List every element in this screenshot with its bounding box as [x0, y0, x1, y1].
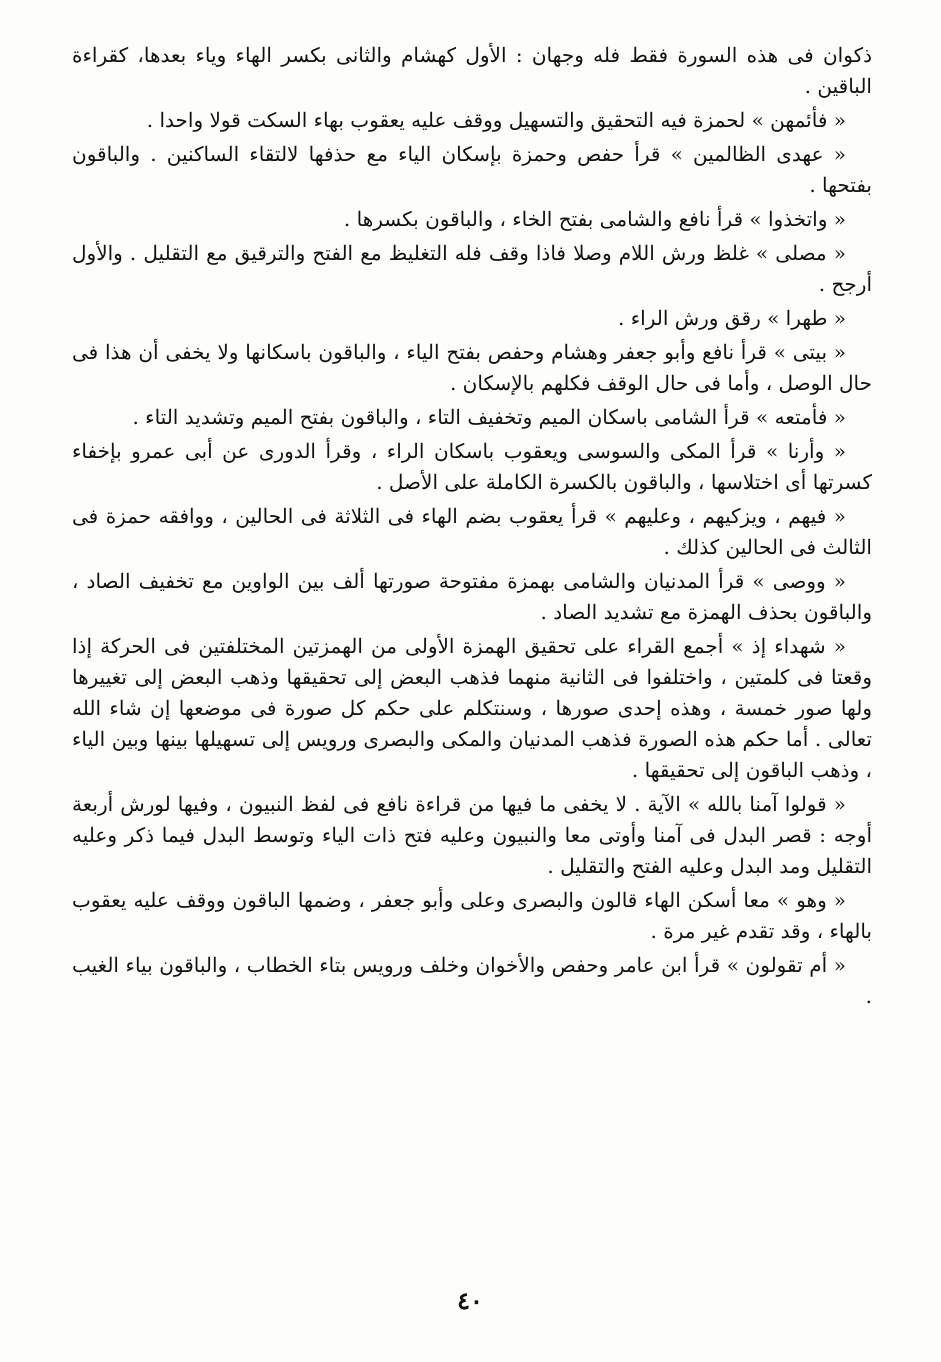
paragraph-baytiya: « بيتى » قرأ نافع وأبو جعفر وهشام وحفص بفتح الياء ، والباقون باسكانها ولا يخفى أن هذا فى حال الوصل ، وأما فى حال الوقف فكلهم بالإسكان . — [72, 340, 872, 395]
paragraph-musalla: « مصلى » غلظ ورش اللام وصلا فاذا وقف فله التغليظ مع الفتح والترقيق مع التقليل . والأول أرجح . — [72, 241, 872, 296]
paragraph-shuhadaa: « شهداء إذ » أجمع القراء على تحقيق الهمزة الأولى من الهمزتين المختلفتين فى الحركة إذا وقعتا فى كلمتين ، واختلفوا فى الثانية منهما فذهب البعض إلى تحقيقها وذهب البعض إلى تغييرها ولها صور خمسة ، وهذه إحدى صورها ، وسنتكلم على حكم كل صورة فى موضعها إن شاء الله تعالى . أما حكم هذه الصورة فذهب المدنيان والمكى والبصرى ورويس إلى تسهيلها بينها وبين الياء ، وذهب الباقون إلى تحقيقها . — [72, 634, 872, 782]
paragraph-wahuwa: « وهو » معا أسكن الهاء قالون والبصرى وعلى وأبو جعفر ، وضمها الباقون ووقف عليه يعقوب بالهاء ، وقد تقدم غير مرة . — [72, 888, 872, 943]
page-number: ٤٠ — [457, 1286, 483, 1315]
paragraph-am-taqulun: « أم تقولون » قرأ ابن عامر وحفص والأخوان وخلف ورويس بتاء الخطاب ، والباقون بياء الغيب . — [72, 953, 872, 1008]
paragraph-qulu: « قولوا آمنا بالله » الآية . لا يخفى ما فيها من قراءة نافع فى لفظ النبيون ، وفيها لورش أربعة أوجه : قصر البدل فى آمنا وأوتى معا والنبيون وعليه فتح ذات الياء وتوسط البدل فيما ذكر وعليه التقليل ومد البدل وعليه الفتح والتقليل . — [72, 792, 873, 878]
paragraph-fihim: « فيهم ، ويزكيهم ، وعليهم » قرأ يعقوب بضم الهاء فى الثلاثة فى الحالين ، ووافقه حمزة فى الثالث فى الحالين كذلك . — [72, 504, 872, 559]
paragraph-wattakhidhu: « واتخذوا » قرأ نافع والشامى بفتح الخاء ، والباقون بكسرها . — [343, 207, 846, 231]
paragraph-aimmah: « فأئمهن » لحمزة فيه التحقيق والتسهيل ووقف عليه يعقوب بهاء السكت قولا واحدا . — [146, 108, 846, 132]
paragraph-tahhira: « طهرا » رقق ورش الراء . — [618, 306, 846, 330]
paragraph-wawassa: « ووصى » قرأ المدنيان والشامى بهمزة مفتوحة صورتها ألف بين الواوين مع تخفيف الصاد ، والباقون بحذف الهمزة مع تشديد الصاد . — [72, 569, 872, 624]
paragraph-faumattiuhu: « فأمتعه » قرأ الشامى باسكان الميم وتخفيف التاء ، والباقون بفتح الميم وتشديد التاء . — [132, 405, 846, 429]
paragraph-intro: ذكوان فى هذه السورة فقط فله وجهان : الأول كهشام والثانى بكسر الهاء وياء بعدها، كقراءة الباقين . — [72, 43, 872, 98]
paragraph-ahdi: « عهدى الظالمين » قرأ حفص وحمزة بإسكان الياء مع حذفها لالتقاء الساكنين . والباقون بفتحها . — [72, 142, 872, 197]
arabic-text-body — [72, 40, 872, 1012]
paragraph-arina: « وأرنا » قرأ المكى والسوسى ويعقوب باسكان الراء ، وقرأ الدورى عن أبى عمرو بإخفاء كسرتها أى اختلاسها ، والباقون بالكسرة الكاملة على الأصل . — [72, 439, 872, 494]
